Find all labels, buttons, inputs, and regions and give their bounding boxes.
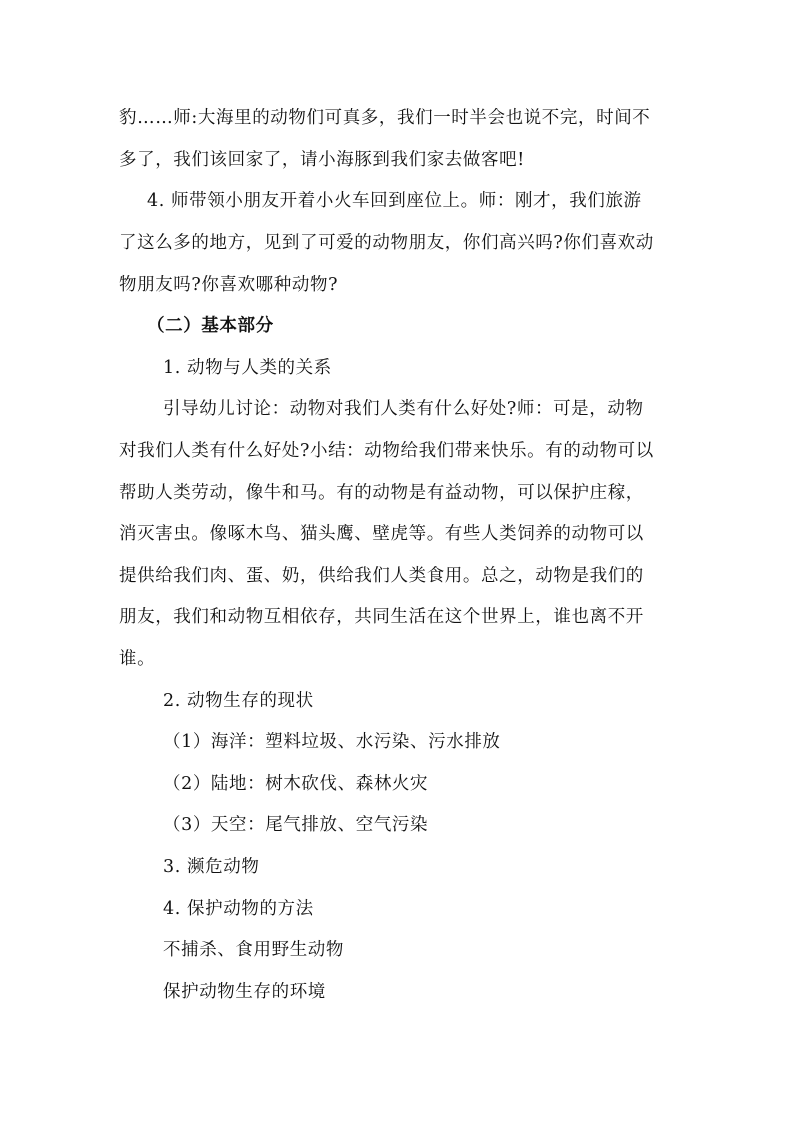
sub-item-sky: （3）天空：尾气排放、空气污染 [163,815,429,835]
para3-line6: 朋友，我们和动物互相依存，共同生活在这个世界上，谁也离不开 [119,607,644,627]
item2-title: 2. 动物生存的现状 [163,691,314,711]
sub-item-land: （2）陆地：树木砍伐、森林火灾 [163,774,429,794]
para3-line1: 引导幼儿讨论：动物对我们人类有什么好处?师：可是，动物 [163,399,644,419]
para1-line1: 豹……师:大海里的动物们可真多，我们一时半会也说不完，时间不 [119,108,651,128]
para3-line3: 帮助人类劳动，像牛和马。有的动物是有益动物，可以保护庄稼， [119,483,644,503]
item4-title: 4. 保护动物的方法 [163,899,314,919]
method-item-2: 保护动物生存的环境 [163,982,326,1002]
item3-title: 3. 濒危动物 [163,857,260,877]
para2-line2: 了这么多的地方，见到了可爱的动物朋友，你们高兴吗?你们喜欢动 [119,233,654,253]
para1-line2: 多了，我们该回家了，请小海豚到我们家去做客吧! [119,150,525,170]
para3-line4: 消灭害虫。像啄木鸟、猫头鹰、壁虎等。有些人类饲养的动物可以 [119,524,644,544]
para3-line7: 谁。 [119,649,156,669]
item1-title: 1. 动物与人类的关系 [163,358,332,378]
para3-line5: 提供给我们肉、蛋、奶，供给我们人类食用。总之，动物是我们的 [119,566,644,586]
method-item-1: 不捕杀、食用野生动物 [163,940,344,960]
para2-line1: 4. 师带领小朋友开着小火车回到座位上。师：刚才，我们旅游 [147,191,642,211]
para3-line2: 对我们人类有什么好处?小结：动物给我们带来快乐。有的动物可以 [119,441,654,461]
sub-item-ocean: （1）海洋：塑料垃圾、水污染、污水排放 [163,732,501,752]
para2-line3: 物朋友吗?你喜欢哪种动物? [119,275,339,295]
section-heading: （二）基本部分 [147,316,274,336]
